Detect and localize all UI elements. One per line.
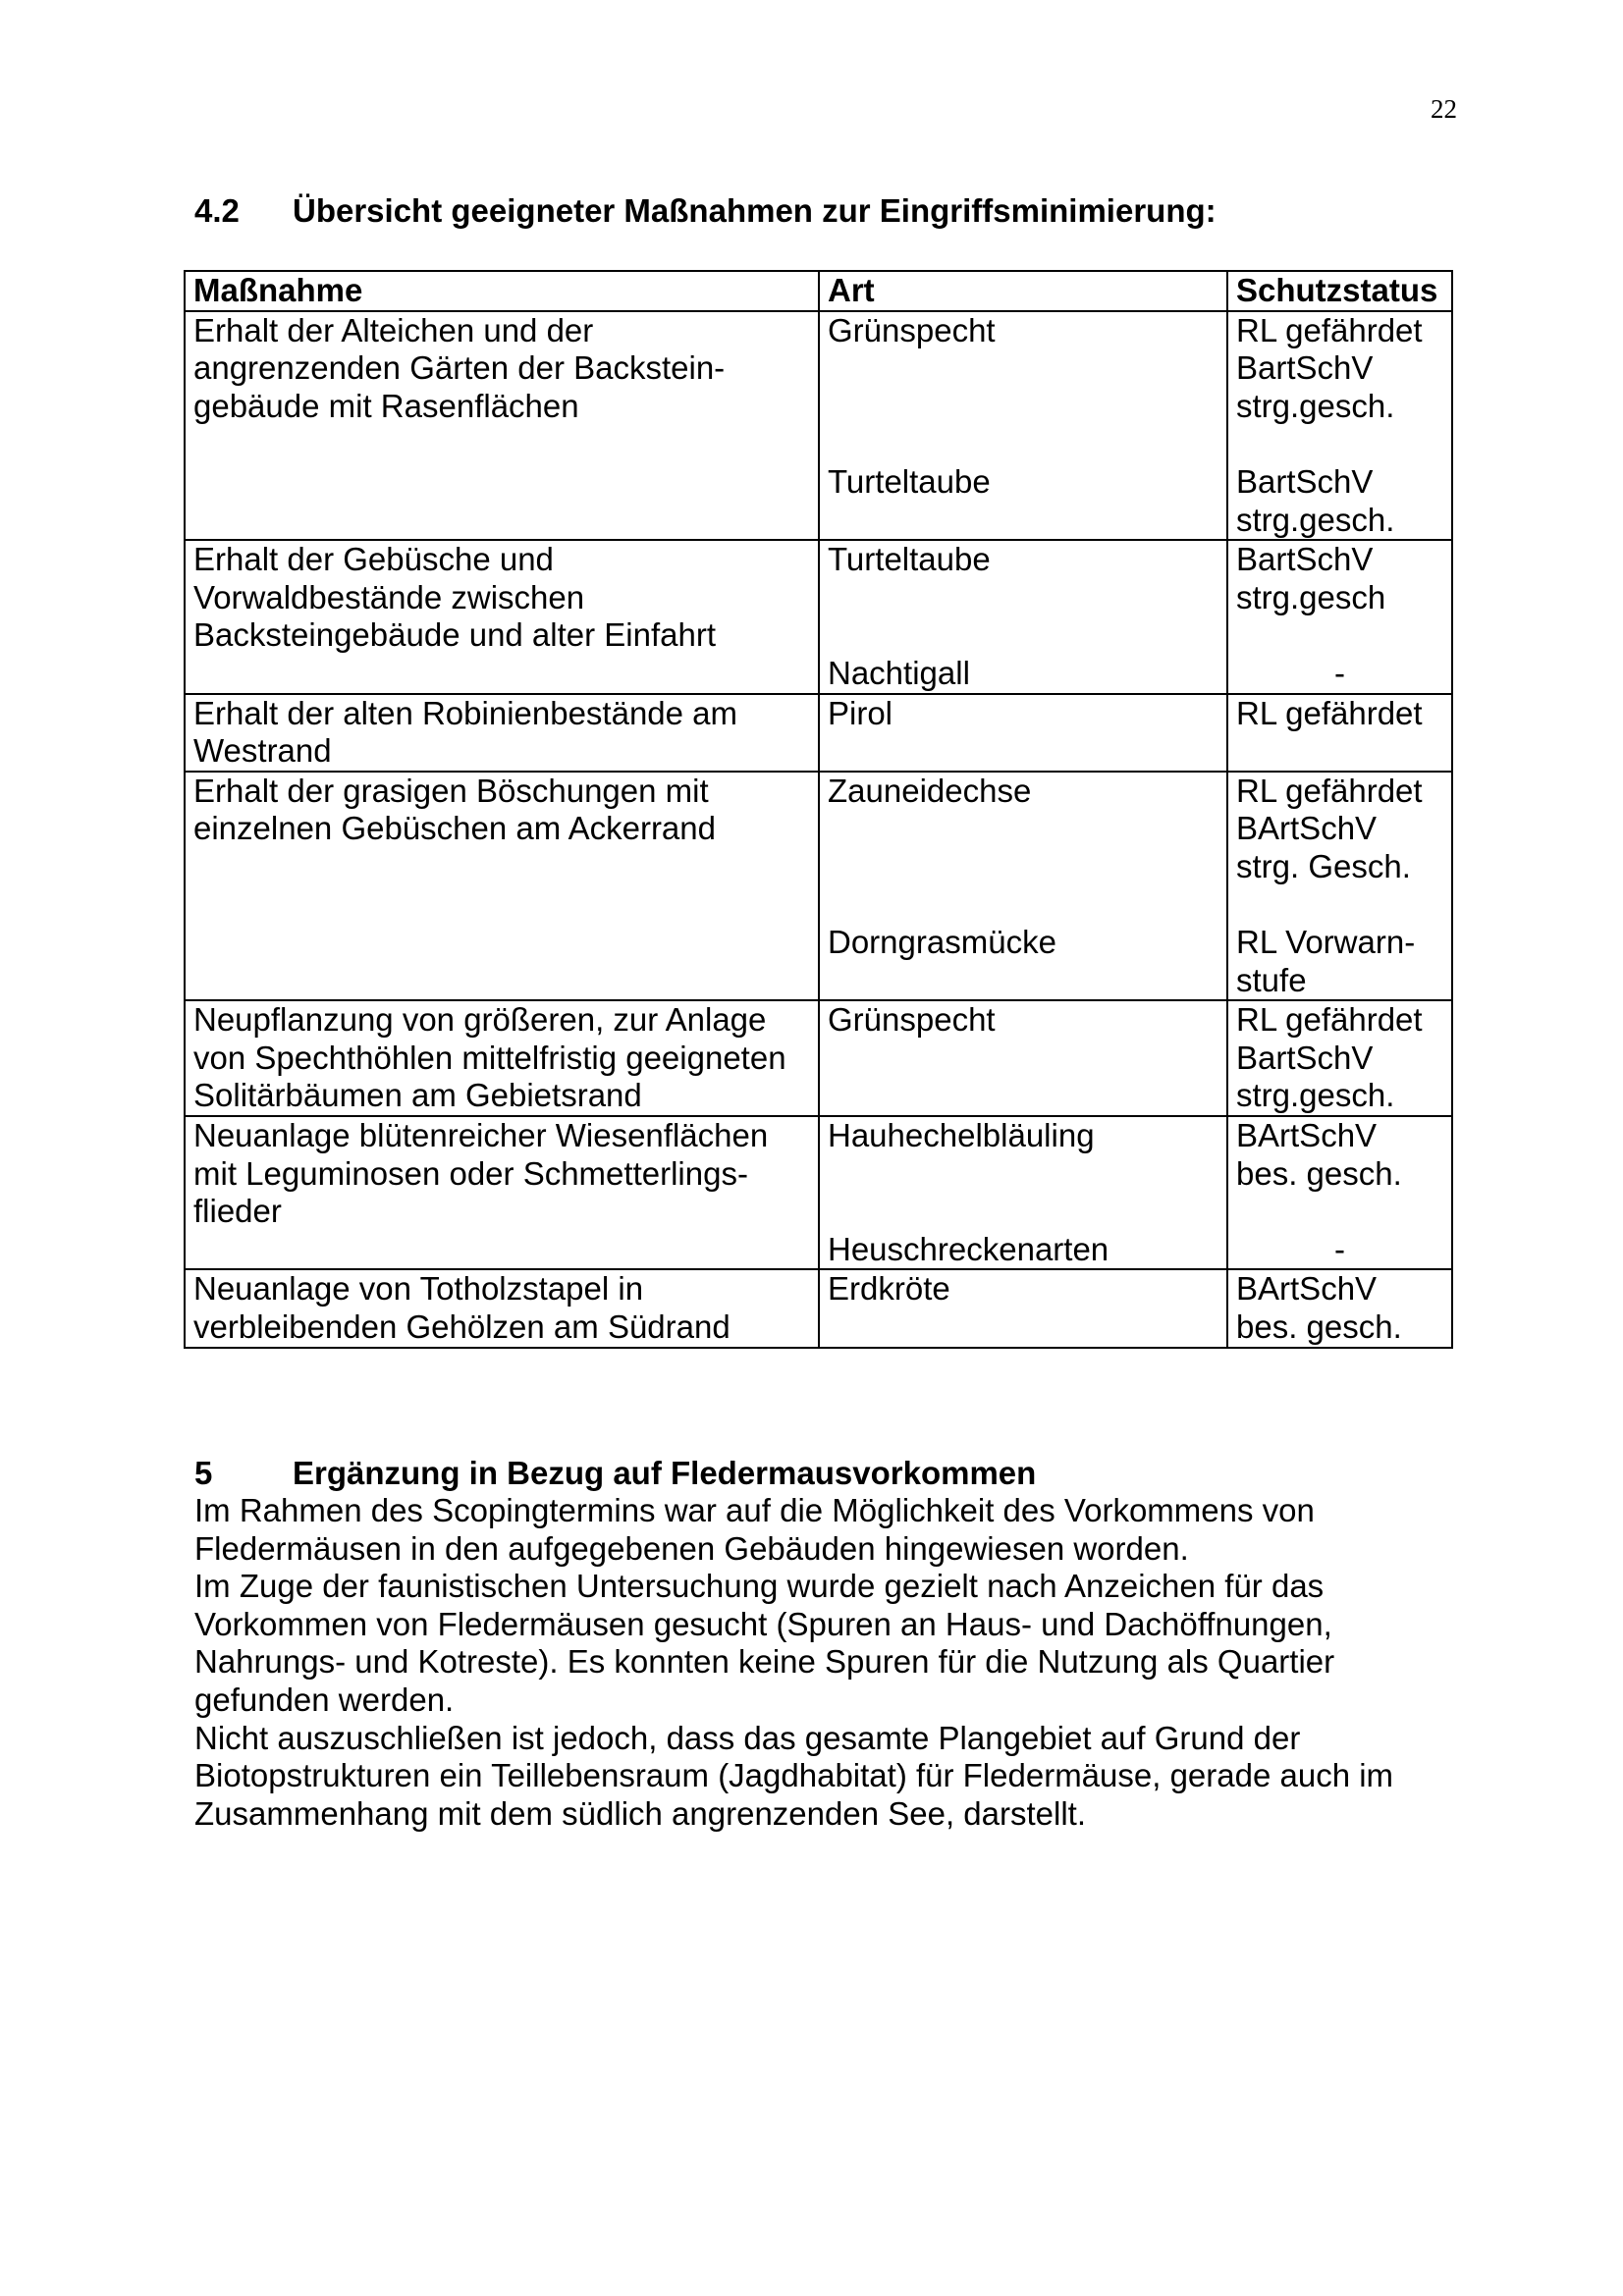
cell-line: [828, 388, 1218, 426]
cell-line: [828, 886, 1218, 925]
table-row: [185, 1269, 1452, 1347]
cell-line: Westrand: [193, 732, 332, 770]
cell-line: BArtSchV: [1236, 1270, 1378, 1308]
cell-line: [1236, 1193, 1443, 1231]
cell-line: [193, 1231, 810, 1269]
cell-line: Backsteingebäude und alter Einfahrt: [193, 616, 717, 654]
cell-line: Turteltaube: [828, 462, 991, 500]
cell-line: Zauneidechse: [828, 772, 1032, 809]
paragraph-line: gefunden werden.: [194, 1681, 455, 1718]
status-cell: [1227, 1000, 1452, 1116]
table-row: [185, 772, 1452, 1001]
cell-line: Dorngrasmücke: [828, 924, 1056, 961]
cell-line: [193, 848, 810, 886]
column-header-protection-status: Schutzstatus: [1227, 271, 1452, 311]
cell-line: [828, 425, 1218, 463]
cell-line: [193, 886, 810, 925]
cell-line: [1236, 886, 1443, 925]
cell-line: -: [1334, 1230, 1345, 1267]
cell-line: Grünspecht: [828, 1001, 996, 1039]
cell-line: RL gefährdet: [1236, 1001, 1423, 1039]
paragraph-line: Vorkommen von Fledermäusen gesucht (Spuren an Haus- und Dachöffnungen,: [194, 1605, 1332, 1642]
cell-line: [193, 425, 810, 463]
cell-line: [193, 655, 810, 693]
cell-line: verbleibenden Gehölzen am Südrand: [193, 1308, 730, 1346]
cell-line: angrenzenden Gärten der Backstein-: [193, 349, 726, 387]
cell-line: mit Leguminosen oder Schmetterlings-: [193, 1154, 748, 1192]
cell-line: Neuanlage blütenreicher Wiesenflächen: [193, 1117, 769, 1154]
cell-line: Erhalt der Gebüsche und: [193, 541, 554, 578]
cell-line: Pirol: [828, 694, 893, 731]
cell-line: einzelnen Gebüschen am Ackerrand: [193, 810, 716, 847]
status-cell: [1227, 1269, 1452, 1347]
cell-line: RL Vorwarn-: [1236, 924, 1416, 961]
species-cell: [819, 1269, 1227, 1347]
cell-line: Erhalt der grasigen Böschungen mit: [193, 772, 709, 809]
cell-line: Hauhechelbläuling: [828, 1117, 1095, 1154]
cell-line: strg.gesch.: [1236, 1077, 1395, 1114]
table-row: [185, 694, 1452, 772]
species-cell: [819, 540, 1227, 693]
section-heading-5: [194, 1455, 1036, 1492]
cell-line: von Spechthöhlen mittelfristig geeigneten: [193, 1039, 786, 1076]
cell-line: RL gefährdet: [1236, 311, 1423, 348]
paragraph-line: Nicht auszuschließen ist jedoch, dass das gesamte Plangebiet auf Grund der: [194, 1719, 1301, 1756]
species-cell: [819, 772, 1227, 1001]
cell-line: BartSchV: [1236, 541, 1374, 578]
measure-cell: [185, 1000, 819, 1116]
cell-line: Grünspecht: [828, 311, 996, 348]
cell-line: [828, 1193, 1218, 1231]
status-cell: [1227, 694, 1452, 772]
cell-line: strg.gesch: [1236, 578, 1386, 615]
measure-cell: [185, 1116, 819, 1269]
cell-line: [193, 924, 810, 962]
cell-line: Turteltaube: [828, 541, 991, 578]
status-cell: [1227, 772, 1452, 1001]
measure-cell: [185, 311, 819, 541]
measure-cell: [185, 540, 819, 693]
paragraph-line: Fledermäusen in den aufgegebenen Gebäuden hingewiesen worden.: [194, 1529, 1189, 1567]
table-row: [185, 1000, 1452, 1116]
cell-line: [828, 1155, 1218, 1194]
measure-cell: [185, 772, 819, 1001]
section-number: 4.2: [194, 192, 240, 229]
cell-line: [828, 579, 1218, 617]
cell-line: [193, 962, 810, 1000]
cell-line: [1236, 425, 1443, 463]
cell-line: BartSchV: [1236, 462, 1374, 500]
section-heading-4-2: [194, 192, 1217, 230]
cell-line: bes. gesch.: [1236, 1308, 1402, 1346]
cell-line: [1236, 616, 1443, 655]
status-cell: [1227, 1116, 1452, 1269]
cell-line: [193, 463, 810, 502]
species-cell: [819, 694, 1227, 772]
cell-line: gebäude mit Rasenflächen: [193, 387, 579, 424]
status-cell: [1227, 311, 1452, 541]
cell-line: RL gefährdet: [1236, 694, 1423, 731]
cell-line: RL gefährdet: [1236, 772, 1423, 809]
cell-line: stufe: [1236, 961, 1307, 998]
cell-line: BArtSchV: [1236, 810, 1378, 847]
cell-line: flieder: [193, 1193, 282, 1230]
section-title: Übersicht geeigneter Maßnahmen zur Eingriffsminimierung:: [293, 192, 1217, 229]
cell-line: strg.gesch.: [1236, 387, 1395, 424]
section-5-body: [194, 1492, 1461, 1833]
cell-line: bes. gesch.: [1236, 1154, 1402, 1192]
section-title: Ergänzung in Bezug auf Fledermausvorkommen: [293, 1455, 1037, 1491]
cell-line: Erdkröte: [828, 1270, 950, 1308]
measure-cell: [185, 1269, 819, 1347]
species-cell: [819, 1000, 1227, 1116]
cell-line: Nachtigall: [828, 654, 970, 691]
cell-line: [828, 810, 1218, 848]
cell-line: BartSchV: [1236, 1039, 1374, 1076]
cell-line: strg.gesch.: [1236, 501, 1395, 538]
cell-line: [828, 848, 1218, 886]
column-header-species: Art: [819, 271, 1227, 311]
cell-line: Heuschreckenarten: [828, 1230, 1109, 1267]
cell-line: Vorwaldbestände zwischen: [193, 578, 585, 615]
cell-line: Erhalt der alten Robinienbestände am: [193, 694, 738, 731]
cell-line: Solitärbäumen am Gebietsrand: [193, 1077, 642, 1114]
cell-line: [828, 616, 1218, 655]
cell-line: Erhalt der Alteichen und der: [193, 311, 594, 348]
table-row: [185, 540, 1452, 693]
section-number: 5: [194, 1455, 213, 1491]
measures-table: [184, 270, 1453, 1349]
paragraph-line: Zusammenhang mit dem südlich angrenzenden See, darstellt.: [194, 1794, 1086, 1832]
measure-cell: [185, 694, 819, 772]
species-cell: [819, 311, 1227, 541]
table-row: [185, 1116, 1452, 1269]
cell-line: -: [1334, 654, 1345, 691]
table-header-row: [185, 271, 1452, 311]
paragraph-line: Im Rahmen des Scopingtermins war auf die Möglichkeit des Vorkommens von: [194, 1492, 1315, 1528]
paragraph-line: Nahrungs- und Kotreste). Es konnten keine Spuren für die Nutzung als Quartier: [194, 1643, 1335, 1681]
cell-line: BArtSchV: [1236, 1117, 1378, 1154]
cell-line: strg. Gesch.: [1236, 847, 1411, 884]
table-row: [185, 311, 1452, 541]
page-number: 22: [1431, 94, 1457, 124]
column-header-measure: Maßnahme: [185, 271, 819, 311]
cell-line: [828, 349, 1218, 388]
species-cell: [819, 1116, 1227, 1269]
status-cell: [1227, 540, 1452, 693]
cell-line: Neuanlage von Totholzstapel in: [193, 1270, 644, 1308]
table-body: [185, 311, 1452, 1348]
paragraph-line: Im Zuge der faunistischen Untersuchung wurde gezielt nach Anzeichen für das: [194, 1568, 1325, 1605]
paragraph-line: Biotopstrukturen ein Teillebensraum (Jagdhabitat) für Fledermäuse, gerade auch im: [194, 1757, 1394, 1794]
cell-line: BartSchV: [1236, 349, 1374, 387]
cell-line: Neupflanzung von größeren, zur Anlage: [193, 1001, 767, 1039]
